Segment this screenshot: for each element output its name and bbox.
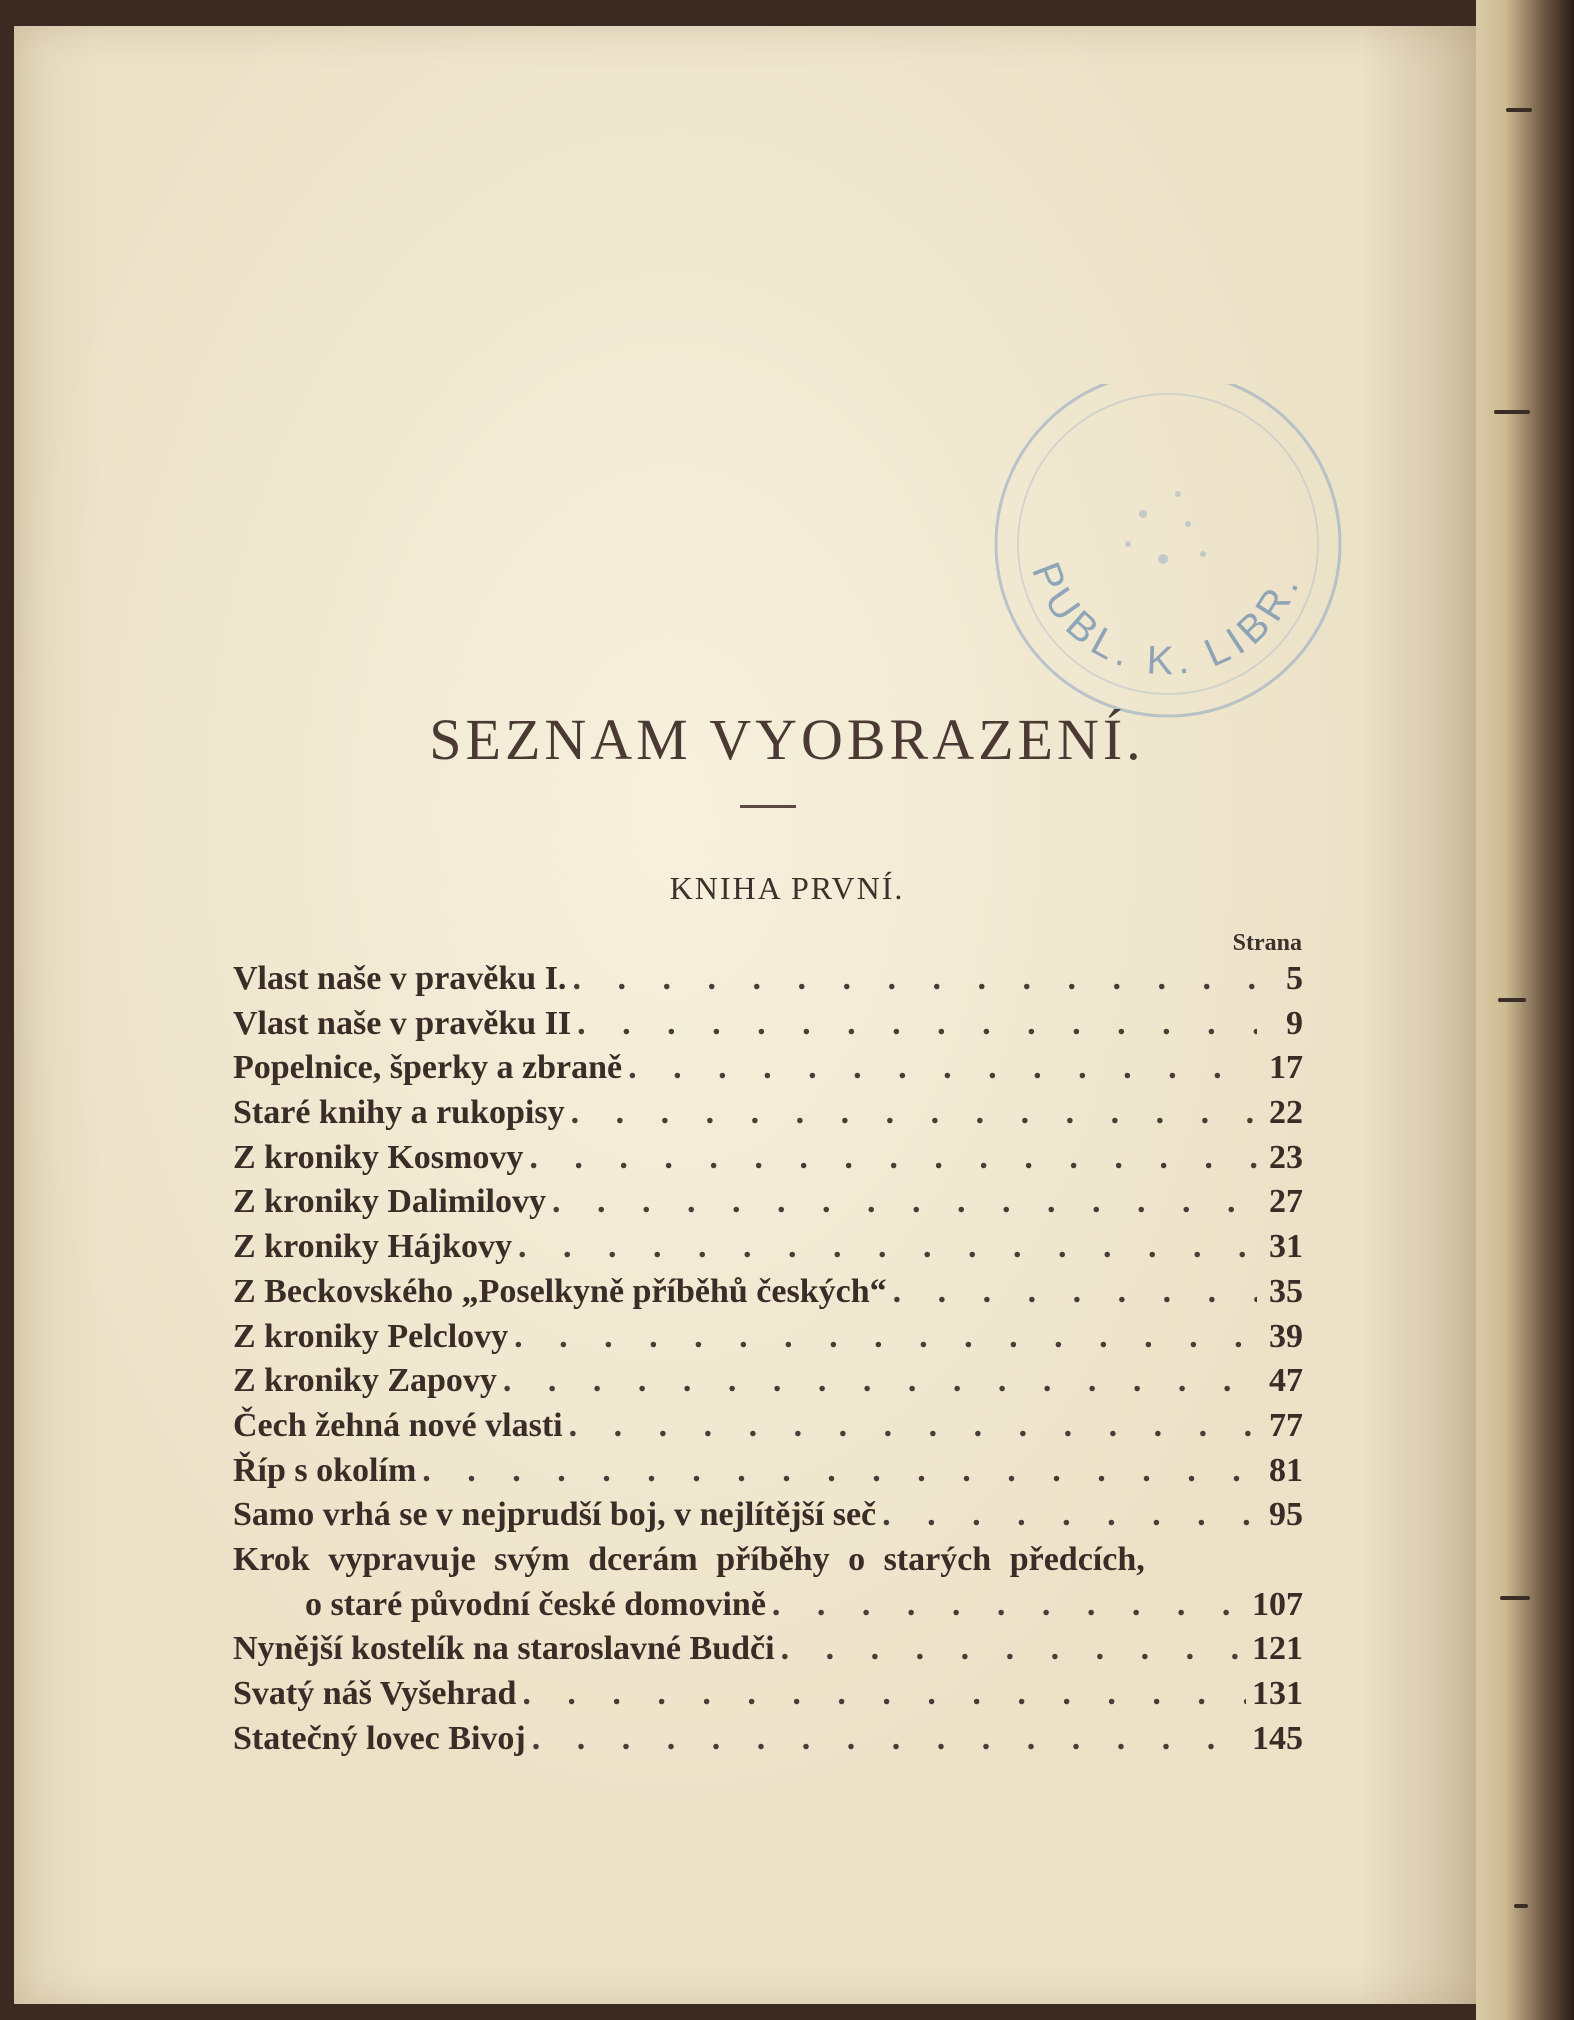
entry-title: Krok vypravuje svým dcerám příběhy o starých předcích, bbox=[233, 1540, 1145, 1578]
list-item bbox=[233, 1452, 1303, 1497]
leader-dots bbox=[552, 1183, 1257, 1221]
edge-mark bbox=[1500, 1596, 1530, 1600]
entry-page: 5 bbox=[1286, 960, 1303, 997]
entry-page: 131 bbox=[1252, 1675, 1303, 1712]
entry-page: 23 bbox=[1269, 1138, 1303, 1176]
leader-dots bbox=[577, 1005, 1257, 1043]
title-rule bbox=[740, 805, 796, 808]
leader-dots bbox=[781, 1630, 1246, 1668]
page-title: SEZNAM VYOBRAZENÍ. bbox=[429, 707, 1145, 772]
edge-mark bbox=[1498, 998, 1526, 1002]
list-item bbox=[233, 1720, 1303, 1765]
entry-title: Vlast naše v pravěku II bbox=[233, 1004, 572, 1042]
entry-title: o staré původní české domovině bbox=[305, 1585, 766, 1623]
list-item bbox=[233, 1183, 1303, 1228]
edge-mark bbox=[1494, 410, 1530, 414]
entry-title: Statečný lovec Bivoj bbox=[233, 1719, 526, 1757]
entry-page: 145 bbox=[1252, 1719, 1303, 1757]
entry-title: Nynější kostelík na staroslavné Budči bbox=[233, 1630, 775, 1668]
stamp-text: PUBL. K. LIBR. bbox=[1023, 556, 1310, 684]
entry-title: Z kroniky Kosmovy bbox=[233, 1138, 524, 1176]
leader-dots bbox=[628, 1049, 1257, 1087]
entry-page: 31 bbox=[1269, 1228, 1303, 1266]
entry-title: Říp s okolím bbox=[233, 1451, 417, 1489]
entry-page: 95 bbox=[1269, 1496, 1303, 1534]
stamp-emblem bbox=[1125, 491, 1206, 564]
list-item bbox=[233, 1675, 1303, 1720]
entry-page: 81 bbox=[1269, 1451, 1303, 1489]
list-item bbox=[233, 1049, 1303, 1094]
leader-dots bbox=[569, 1407, 1257, 1445]
entry-title: Samo vrhá se v nejprudší boj, v nejlítější seč bbox=[233, 1496, 877, 1534]
list-item bbox=[233, 1407, 1303, 1452]
leader-dots bbox=[882, 1496, 1257, 1534]
entry-page: 39 bbox=[1269, 1317, 1303, 1355]
list-item bbox=[233, 1094, 1303, 1139]
entry-page: 27 bbox=[1269, 1183, 1303, 1221]
entry-title: Čech žehná nové vlasti bbox=[233, 1406, 563, 1444]
entry-title: Z kroniky Zapovy bbox=[233, 1362, 497, 1400]
list-item bbox=[233, 1139, 1303, 1184]
leader-dots bbox=[422, 1452, 1257, 1490]
library-stamp bbox=[988, 384, 1348, 724]
entry-page: 22 bbox=[1269, 1094, 1303, 1132]
leader-dots bbox=[572, 960, 1257, 998]
list-item bbox=[233, 1005, 1303, 1050]
entry-title: Popelnice, šperky a zbraně bbox=[233, 1049, 623, 1087]
list-item bbox=[233, 1362, 1303, 1407]
entry-title: Svatý náš Vyšehrad bbox=[233, 1675, 517, 1712]
entry-page: 47 bbox=[1269, 1362, 1303, 1400]
leader-dots bbox=[522, 1675, 1246, 1713]
edge-mark bbox=[1506, 108, 1532, 112]
leader-dots bbox=[772, 1586, 1246, 1624]
leader-dots bbox=[529, 1139, 1257, 1177]
list-item bbox=[233, 1496, 1303, 1541]
entry-title: Z kroniky Dalimilovy bbox=[233, 1183, 546, 1221]
illustration-list bbox=[233, 960, 1303, 1764]
list-item bbox=[233, 1228, 1303, 1273]
entry-title: Vlast naše v pravěku I. bbox=[233, 960, 567, 997]
list-item bbox=[233, 960, 1303, 1005]
edge-mark bbox=[1514, 1904, 1528, 1908]
page-edge bbox=[1476, 0, 1574, 2020]
entry-page: 121 bbox=[1252, 1630, 1303, 1668]
entry-page: 17 bbox=[1269, 1049, 1303, 1087]
section-heading: KNIHA PRVNÍ. bbox=[669, 870, 905, 906]
list-item bbox=[233, 1630, 1303, 1675]
list-item bbox=[233, 1318, 1303, 1363]
entry-title: Staré knihy a rukopisy bbox=[233, 1094, 565, 1132]
svg-text:PUBL. K. LIBR. bbox=[1023, 557, 1309, 684]
page-column-header: Strana bbox=[1232, 930, 1302, 956]
leader-dots bbox=[532, 1720, 1246, 1758]
leader-dots bbox=[518, 1228, 1257, 1266]
leader-dots bbox=[514, 1318, 1257, 1356]
entry-page: 9 bbox=[1286, 1004, 1303, 1042]
entry-title: Z Beckovského „Poselkyně příběhů českých“ bbox=[233, 1272, 887, 1310]
leader-dots bbox=[503, 1362, 1257, 1400]
leader-dots bbox=[571, 1094, 1257, 1132]
list-item bbox=[233, 1586, 1303, 1631]
list-item bbox=[233, 1273, 1303, 1318]
entry-title: Z kroniky Pelclovy bbox=[233, 1317, 509, 1355]
leader-dots bbox=[893, 1273, 1257, 1311]
entry-page: 35 bbox=[1269, 1272, 1303, 1310]
list-item bbox=[233, 1541, 1303, 1586]
entry-page: 77 bbox=[1269, 1406, 1303, 1444]
entry-page: 107 bbox=[1252, 1585, 1303, 1623]
entry-title: Z kroniky Hájkovy bbox=[233, 1228, 513, 1266]
